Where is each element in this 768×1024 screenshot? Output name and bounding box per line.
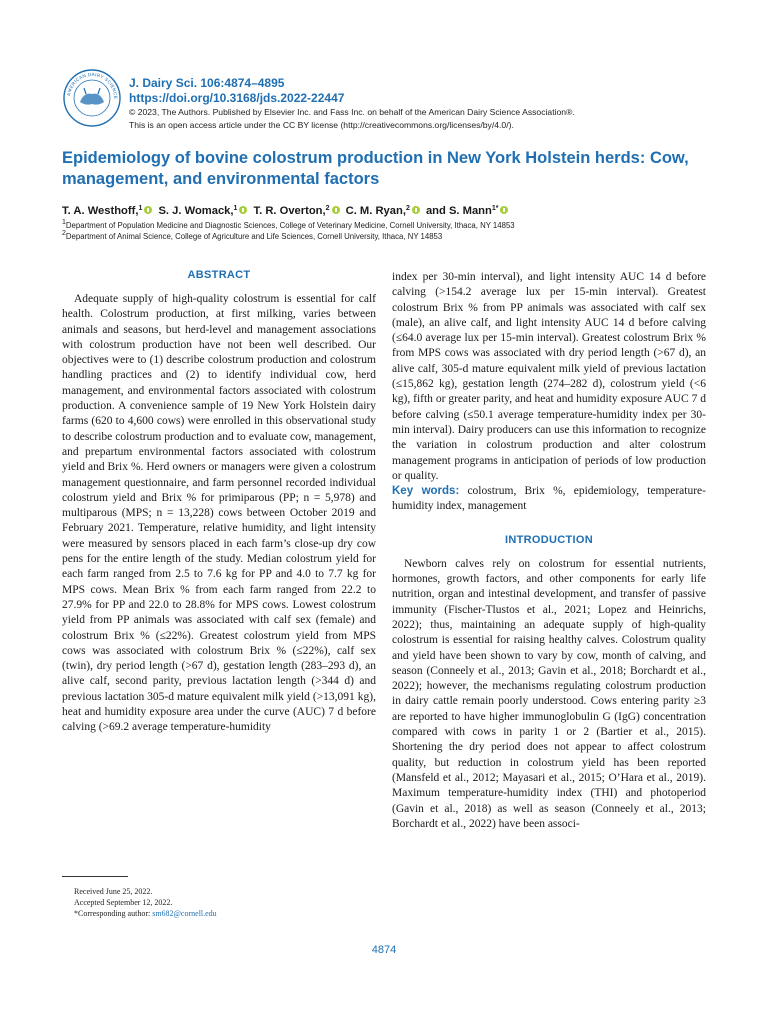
introduction-text: Newborn calves rely on colostrum for essential nutrients, hormones, growth factors, and other components for early life nutrition, organ and intestinal development, and transfer of passive immunity (Fischer-Tlustos et al., 2021; Lopez and Heinrichs, 2022); thus, maintaining an adequate supply of high-quality colostrum is essential for raising healthy calves. Colostrum quality and yield have been shown to vary by cow, month of calving, and season (Conneely et al., 2013; Gavin et al., 2018; Borchardt et al., 2022); however, the mechanisms regulating colostrum production in dairy cattle remain poorly understood. Cows entering parity ≥3 are reported to have higher immunoglobulin G (IgG) concentration compared with cows in parity 1 or 2 (Bartier et al., 2015). Shortening the dry period does not appear to affect colostrum quality, but reduction in colostrum yield has been reported (Mansfeld et al., 2012; Mayasari et al., 2015; O’Hara et al., 2019). Maximum temperature-humidity index (THI) and photoperiod (Gavin et al., 2018) as well as season (Conneely et al., 2013; Borchardt et al., 2022) have been associ- xyxy=(392,557,706,830)
author-affiliation-mark: 2 xyxy=(405,205,410,212)
ads-association-seal xyxy=(62,68,122,128)
orcid-icon[interactable] xyxy=(332,206,340,214)
affiliation-2 xyxy=(62,231,722,242)
abstract-heading: ABSTRACT xyxy=(187,269,251,281)
introduction-heading: INTRODUCTION xyxy=(505,533,593,546)
corresponding-author xyxy=(74,908,374,919)
affiliations xyxy=(62,220,722,242)
author-name: and S. Mann xyxy=(425,205,492,217)
journal-reference: J. Dairy Sci. 106:4874–4895 xyxy=(129,76,285,90)
corresponding-label: *Corresponding author: xyxy=(74,909,151,918)
doi-link[interactable]: https://doi.org/10.3168/jds.2022-22447 xyxy=(129,91,345,105)
author-affiliation-mark: 1 xyxy=(233,205,238,212)
page-number: 4874 xyxy=(371,944,397,956)
affiliation-text: Department of Population Medicine and Diagnostic Sciences, College of Veterinary Medicine, Cornell University, Ithaca, NY 14853 xyxy=(65,221,515,230)
orcid-icon[interactable] xyxy=(412,206,420,214)
abstract-text-left: Adequate supply of high-quality colostrum is essential for calf health. Colostrum production, at first milking, varies between animals and seasons, but herd-level and management associations with colostrum production have not been well described. Our objectives were to (1) describe colostrum production and colostrum handling practices and (2) to identify individual cow, herd management, and environmental factors associated with colostrum production. A convenience sample of 19 New York Holstein dairy farms (620 to 4,600 cows) were enrolled in this observational study to describe colostrum production and to evaluate cow, management, and prepartum environmental factors associated with colostrum yield and Brix %. Herd owners or managers were given a colostrum management questionnaire, and farm personnel recorded individual colostrum yield and Brix % for primiparous (PP; n = 5,978) and multiparous (MPS; n = 13,228) cows between October 2019 and February 2021. Temperature, relative humidity, and light intensity were measured by sensors placed in each farm’s close-up dry cow pens for the entire length of the study. Median colostrum yield for each farm ranged from 2.5 to 7.6 kg for PP and 4.0 to 7.7 kg for MPS cows. Mean Brix % from each farm ranged from 22.2 to 27.9% for PP and 22.0 to 28.8% for MPS cows. Lowest colostrum yield from PP animals was associated with calf sex (female) and colostrum Brix % (≤22%). Greatest colostrum yield from MPS cows was associated with colostrum Brix % (≤22%), calf sex (twin), dry period length (>67 d), gestation length (283–293 d), an alive calf, second parity, previous lactation length (>344 d) and previous lactation 305-d mature equivalent milk yield (>13,091 kg), heat and humidity exposure area under the curve (AUC) 7 d before calving (>69.2 average temperature-humidity xyxy=(62,293,376,734)
keywords xyxy=(392,484,706,515)
corresponding-email[interactable]: sm682@cornell.edu xyxy=(152,909,217,918)
seal-text: AMERICAN DAIRY SCIENCE xyxy=(66,71,119,100)
author-name: T. R. Overton, xyxy=(253,205,326,217)
author-list xyxy=(62,204,712,218)
abstract-text-right: index per 30-min interval), and light intensity AUC 14 d before calving (>154.2 average lux per 15-min interval). Greatest colostrum Brix % from PP animals was associated with calf sex (male), an alive calf, and light intensity AUC 14 d before calving (≤64.0 average lux per 15-min interval). Greatest colostrum Brix % from MPS cows was associated with dry period length (>67 d), an alive calf, 305-d mature equivalent milk yield of previous lactation (≤15,862 kg), gestation length (274–282 d), colostrum yield (<6 kg), fifth or greater parity, and heat and humidity exposure AUC 7 d before calving (≤50.1 average temperature-humidity index per 30-min interval). Dairy producers can use this information to recognize the variation in colostrum production and alter colostrum management programs in anticipation of periods of low production or quality. xyxy=(392,271,706,482)
keywords-label: Key words: xyxy=(392,485,460,498)
affiliation-mark: 2 xyxy=(62,230,66,237)
author-affiliation-mark: 2 xyxy=(325,205,330,212)
footnote-divider xyxy=(62,876,128,877)
copyright-notice: © 2023, The Authors. Published by Elsevier Inc. and Fass Inc. on behalf of the American Dairy Science Association®. xyxy=(129,107,575,117)
author-affiliation-mark: 1* xyxy=(491,205,499,212)
left-column xyxy=(62,268,376,736)
keywords-text: colostrum, Brix %, epidemiology, temperature-humidity index, management xyxy=(392,485,706,513)
affiliation-mark: 1 xyxy=(62,219,66,226)
author-name: T. A. Westhoff, xyxy=(62,205,139,217)
orcid-icon[interactable] xyxy=(144,206,152,214)
author-name: S. J. Womack, xyxy=(158,205,234,217)
orcid-icon[interactable] xyxy=(500,206,508,214)
journal-header xyxy=(129,76,729,131)
affiliation-1 xyxy=(62,220,722,231)
affiliation-text: Department of Animal Science, College of Agriculture and Life Sciences, Cornell University, Ithaca, NY 14853 xyxy=(65,232,443,241)
footnotes xyxy=(62,886,374,919)
author-affiliation-mark: 1 xyxy=(138,205,143,212)
accepted-date: Accepted September 12, 2022. xyxy=(74,898,173,907)
received-date: Received June 25, 2022. xyxy=(74,887,153,896)
right-column xyxy=(392,270,706,832)
license-notice: This is an open access article under the CC BY license (http://creativecommons.org/licenses/by/4.0/). xyxy=(129,119,514,130)
author-name: C. M. Ryan, xyxy=(345,205,406,217)
orcid-icon[interactable] xyxy=(239,206,247,214)
article-title: Epidemiology of bovine colostrum production in New York Holstein herds: Cow, management, and environmental factors xyxy=(62,149,689,188)
